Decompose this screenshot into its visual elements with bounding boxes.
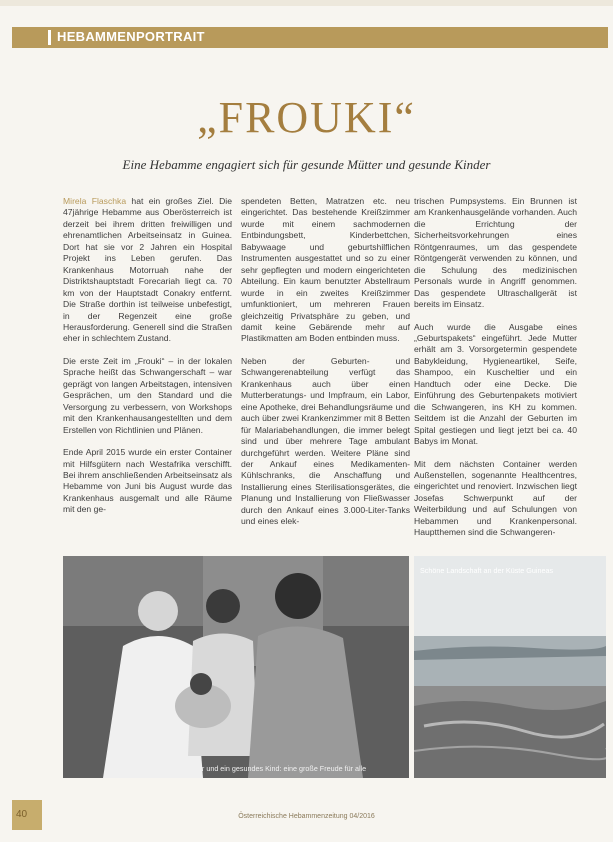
paragraph: Neben der Geburten- und Schwangerenabteilung verfügt das Krankenhaus auch über einen Mutterberatungs- und Impfraum, ein Labor, eine Apotheke, drei Behandlungsräume und auch über zwei Krankenzimmer mit 8 Betten für Malariabehandlungen, die immer belegt sind und über mehrere Tage ambulant durchgeführt werden. Weitere Pläne sind der Ankauf eines Medikamenten-Kühlschranks, die Anschaffung und Installierung eines Sterilisationsgerätes, die Planung und Installierung von Fließwasser durch den Ankauf eines 3.000-Liter-Tanks und eines elek- <box>241 355 410 527</box>
section-banner <box>12 27 608 48</box>
photo-people-illustration <box>63 556 409 778</box>
paragraph: Auch wurde die Ausgabe eines „Geburtspakets“ eingeführt. Jede Mutter erhält am 3. Vorsorgetermin gespendete Babykleidung, Hygieneartikel, Seife, Shampoo, ein Kuscheltier und ein Handtuch oder eine Decke. Die Einführung des Geburtenpakets motiviert die Schwangeren, ins KH zu kommen. Seitdem ist die Anzahl der Geburten im Spital gestiegen und liegt jetzt bei ca. 40 Babys im Monat. <box>414 321 577 447</box>
photo-mother-child <box>63 556 409 778</box>
paragraph: spendeten Betten, Matratzen etc. neu eingerichtet. Das bestehende Kreißzimmer wurde mit einem sachmodernen Entbindungsbett, Kinderbettchen, Babywaage und geburtshilflichen Instrumenten ausgestattet und so zu einer sehr gepflegten und modern eingerichteten Abteilung. Ein kaum benutzter Abstellraum wurde in ein zweites Kreißzimmer umfunktioniert, um mehreren Frauen gleichzeitig Privatsphäre zu geben, und damit keine Gebärende mehr auf Plastikmatten am Boden entbinden muss. <box>241 196 410 344</box>
article-subtitle: Eine Hebamme engagiert sich für gesunde Mütter und gesunde Kinder <box>122 157 491 172</box>
article-title: „FROUKI“ <box>197 93 416 142</box>
paragraph: Die erste Zeit im „Frouki“ – in der lokalen Sprache heißt das Schwangerschaft – war geprägt von langen Arbeitstagen, intensiven Gesprächen, um den Standard und die Versorgung zu verbessern, von Workshops mit den Krankenhausangestellten und dem Erstellen von Richtlinien und Plänen. <box>63 355 232 435</box>
paragraph: Mit dem nächsten Container werden Außenstellen, sogenannte Healthcentres, eingerichtet und renoviert. Inzwischen liegt Josefas Schwerpunkt auf der Weiterbildung und auf Schulungen von Hebammen und Krankenpersonal. Hauptthemen sind die Schwangeren- <box>414 458 577 538</box>
photo-caption: Schöne Landschaft an der Küste Guineas <box>420 566 554 575</box>
paragraph-text: hat ein großes Ziel. Die 47jährige Hebamme aus Oberösterreich ist derzeit bei ihrem dritten freiwilligen und ehrenamtlichen Arbeitseinsatz in Guinea. Dort hat sie vor 2 Jahren ein Hospital Projekt ins Leben gerufen. Das Krankenhaus Motorruah nahe der Distriktshauptstadt Forecariah liegt ca. 70 km von der Hauptstadt Conakry entfernt. Die Straße dorthin ist teilweise unbefestigt, in der Regenzeit eine große Herausforderung. Generell sind die Straßen eher in schlechtem Zustand. <box>63 196 232 344</box>
banner-tick <box>48 30 51 45</box>
author-name: Mirela Flaschka <box>63 196 127 206</box>
paragraph: trischen Pumpsystems. Ein Brunnen ist am Krankenhausgelände vorhanden. Auch die Errichtung der Sicherheitsvorkehrungen eines Röntgenraumes, um das gespendete Röntgengerät verwenden zu können, und die Schulung des medizinischen Personals wurde in Angriff genommen. Das gespendete Ultraschallgerät ist bereits im Einsatz. <box>414 196 577 310</box>
page-number: 40 <box>16 809 28 820</box>
footer-text: Österreichische Hebammenzeitung 04/2016 <box>238 813 375 820</box>
photo-landscape-illustration <box>414 556 606 778</box>
top-border <box>0 0 613 6</box>
section-label: HEBAMMENPORTRAIT <box>57 29 205 44</box>
photo-landscape <box>414 556 606 778</box>
paragraph: Ende April 2015 wurde ein erster Container mit Hilfsgütern nach Westafrika verschifft. Bei ihrem anschließenden Arbeitseinsatz als Hebamme von Juni bis August wurde das Krankenhaus ausgemalt und alle Räume mit den ge- <box>63 447 232 515</box>
text-column-3 <box>414 196 577 550</box>
paragraph <box>63 196 232 345</box>
photo-caption: Eine gesunde Mutter und ein gesundes Kind: eine große Freude für alle <box>138 764 367 773</box>
text-column-1 <box>63 196 232 527</box>
text-column-2 <box>241 196 410 539</box>
